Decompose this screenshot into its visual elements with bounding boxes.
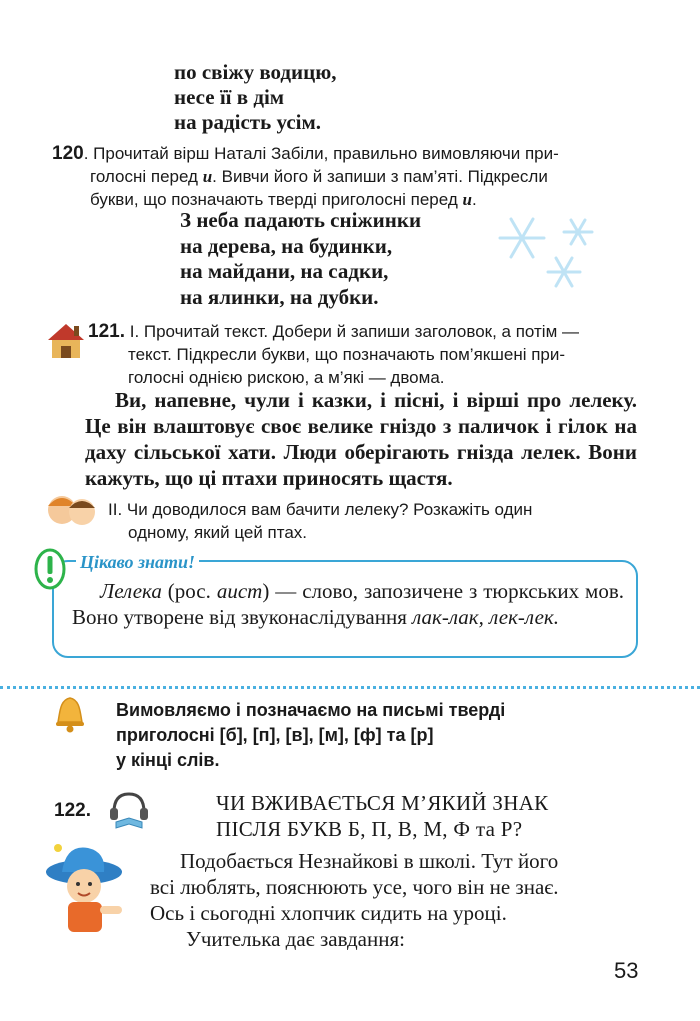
story-line: Подобається Незнайкові в школі. Тут його xyxy=(180,849,559,873)
info-example: лак-лак, лек-лек. xyxy=(412,605,559,629)
rule-line: Вимовляємо і позначаємо на письмі тверді xyxy=(116,700,506,720)
story-line: Учителька дає завдання: xyxy=(186,927,405,951)
task-text: голосні однією рискою, а м’які — двома. xyxy=(128,368,445,387)
heading-line: ПІСЛЯ БУКВ Б, П, В, М, Ф та Р? xyxy=(216,817,523,841)
info-title: Цікаво знати! xyxy=(76,552,199,573)
exclamation-icon xyxy=(32,548,68,590)
snowflakes-illustration xyxy=(490,208,610,298)
snowflake-icon xyxy=(548,258,580,286)
rule-line: приголосні [б], [п], [в], [м], [ф] та [р] xyxy=(116,725,434,745)
exercise-heading xyxy=(216,790,549,842)
poem-line: на радість усім. xyxy=(174,110,322,134)
headphones-book-icon xyxy=(106,790,152,830)
task-text: одному, який цей птах. xyxy=(128,523,308,542)
task-text: голосні перед xyxy=(90,167,203,186)
poem-line: на ялинки, на дубки. xyxy=(180,284,379,309)
info-text xyxy=(72,578,624,630)
exercise-number: 122. xyxy=(54,800,91,821)
story-text xyxy=(150,848,640,952)
neznaika-illustration xyxy=(40,840,136,940)
section-divider xyxy=(0,686,700,689)
task-text: I. Прочитай текст. Добери й запиши заголовок, а потім — xyxy=(129,322,579,341)
exercise-120 xyxy=(52,142,652,211)
poem-line: по свіжу водицю, xyxy=(174,60,337,84)
info-text-part: ) — слово, запозичене з тюркських мов. Воно утворене від звуконаслідування xyxy=(72,579,624,629)
story-line: Ось і сьогодні хлопчик сидить на уроці. xyxy=(150,901,507,925)
stork-text: Ви, напевне, чули і казки, і пісні, і вірші про лелеку. Це він влаштовує своє велике гніздо з паличок і гілок на даху сільської хати. Люди оберігають гнізда лелек. Вони кажуть, що ці птахи приносять щастя. xyxy=(85,388,637,490)
letter-i: и xyxy=(202,167,213,186)
poem-line: на майдани, на садки, xyxy=(180,259,389,283)
exercise-number: 120 xyxy=(52,143,84,164)
children-icon xyxy=(44,488,100,528)
info-text-part: (рос. xyxy=(161,579,217,603)
task-text: II. Чи доводилося вам бачити лелеку? Розкажіть один xyxy=(108,500,533,519)
exercise-121 xyxy=(88,320,648,389)
task-text: . xyxy=(471,190,477,209)
snowflake-icon xyxy=(564,220,592,244)
exercise-121-task-2 xyxy=(108,498,638,544)
task-text: . Прочитай вірш Наталі Забіли, правильно вимовляючи при- xyxy=(83,144,559,163)
letter-i: и xyxy=(462,190,472,209)
task-text: . Вивчи його й запиши з пам’яті. Підкресли xyxy=(212,167,548,186)
rule-line: у кінці слів. xyxy=(116,750,220,770)
poem-line: на дерева, на будинки, xyxy=(180,233,393,258)
exercise-number: 121. xyxy=(88,321,125,342)
poem-line: несе її в дім xyxy=(174,85,285,109)
task-text: текст. Підкресли букви, що позначають пом’якшені при- xyxy=(128,345,566,364)
rule-text xyxy=(116,698,505,773)
info-ru-word: аист xyxy=(216,579,263,603)
page-number: 53 xyxy=(614,958,639,983)
bell-icon xyxy=(52,694,88,734)
task-text: букви, що позначають тверді приголосні перед xyxy=(90,190,463,209)
story-line: всі люблять, пояснюють усе, чого він не знає. xyxy=(150,875,559,899)
poem-fragment-top xyxy=(174,60,337,135)
info-word: Лелека xyxy=(100,579,162,603)
snowflake-icon xyxy=(500,219,544,257)
house-icon xyxy=(46,322,86,360)
poem-snowflakes xyxy=(180,208,421,310)
heading-line: ЧИ ВЖИВАЄТЬСЯ М’ЯКИЙ ЗНАК xyxy=(216,791,549,815)
poem-line: З неба падають сніжинки xyxy=(180,208,422,232)
